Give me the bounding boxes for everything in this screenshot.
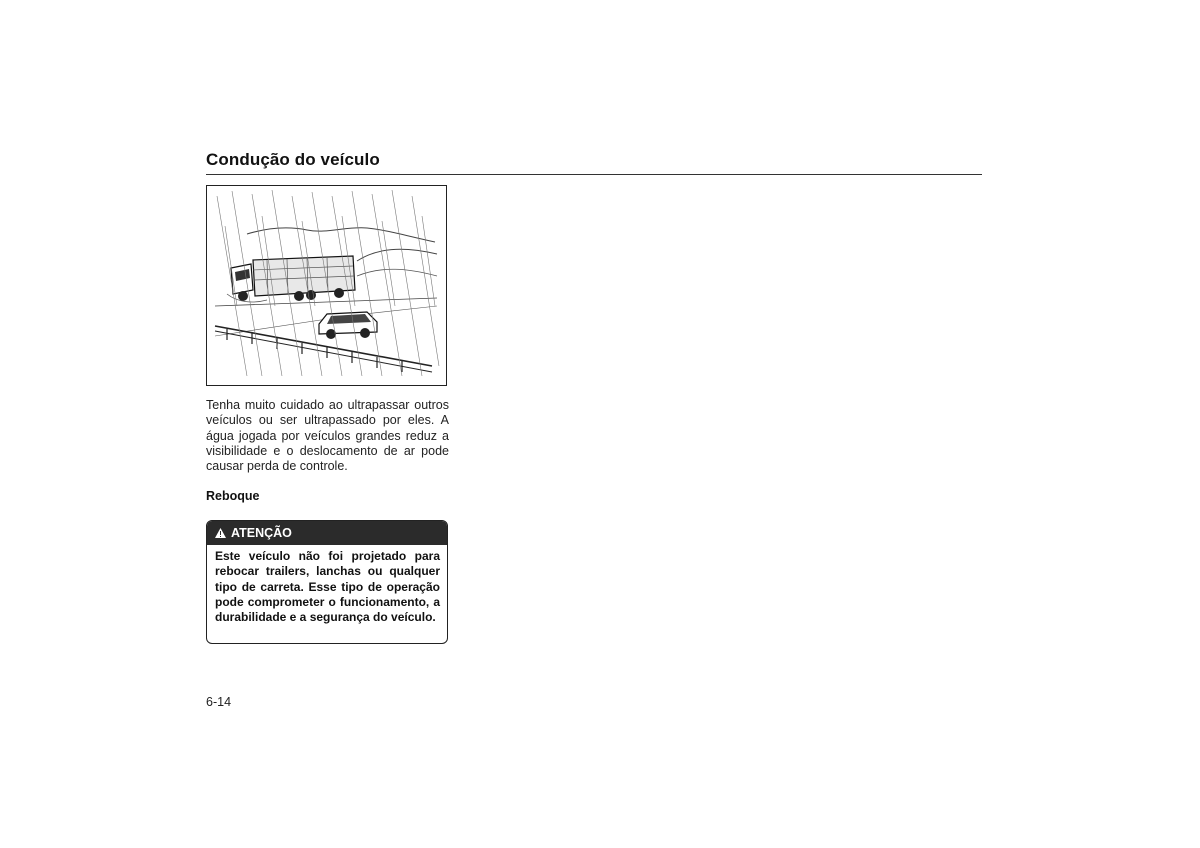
warning-triangle-icon: [215, 528, 226, 538]
warning-box: [206, 520, 448, 644]
page-number: 6-14: [206, 695, 232, 709]
page-title: Condução do veículo: [206, 150, 380, 169]
warning-text: Este veículo não foi projetado para rebocar trailers, lanchas ou qualquer tipo de carreta. Esse tipo de operação pode comprometer o funcionamento, a durabilidade e a segurança do veículo.: [215, 549, 440, 625]
warning-header: [207, 521, 447, 545]
towing-subheading: Reboque: [206, 489, 260, 503]
warning-title: ATENÇÃO: [231, 526, 292, 540]
overtaking-paragraph: Tenha muito cuidado ao ultrapassar outros veículos ou ser ultrapassado por eles. A água jogada por veículos grandes reduz a visibilidade e o deslocamento de ar pode causar perda de controle.: [206, 398, 449, 474]
title-rule: [206, 174, 982, 175]
rain-driving-illustration: [206, 185, 447, 386]
rain-truck-car-icon: [207, 186, 446, 385]
